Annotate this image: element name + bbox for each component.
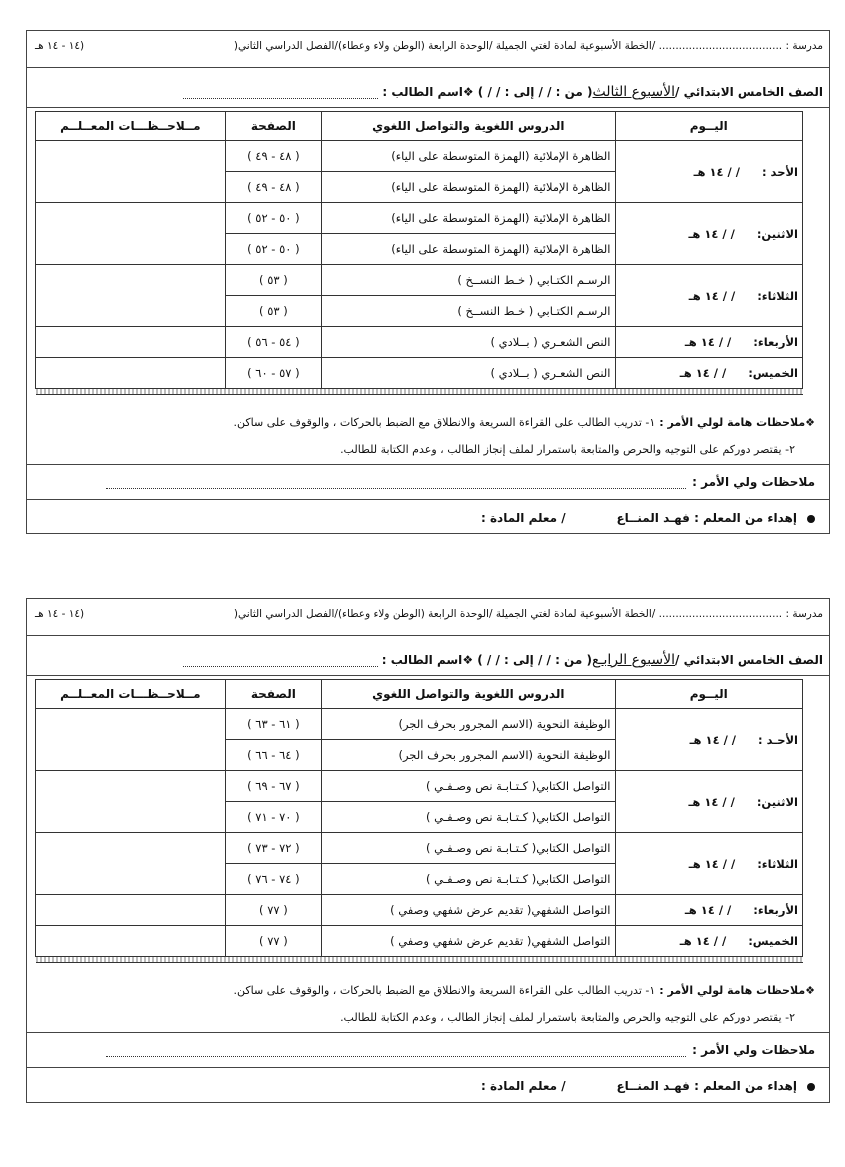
gift-line	[41, 509, 815, 527]
table-row	[36, 327, 803, 358]
lesson-cell: التواصل الشفهي( تقديم عرض شفهي وصفي )	[322, 895, 615, 926]
table-row	[36, 265, 803, 296]
year-left: ١٤	[68, 40, 80, 52]
school-dots: ..................................... /	[651, 40, 786, 52]
bullet-icon	[807, 515, 815, 523]
page-cell: ( ٦٧ - ٦٩ )	[225, 771, 321, 802]
col-lesson: الدروس اللغوية والتواصل اللغوي	[322, 680, 615, 709]
teacher-notes-cell[interactable]	[36, 141, 226, 203]
lesson-cell: التواصل الكتابي( كـتـابـة نص وصـفـي )	[322, 771, 615, 802]
header-line	[33, 35, 823, 57]
school-dots: ..................................... /	[651, 608, 786, 620]
parent-notes-field[interactable]	[106, 476, 686, 489]
table-row	[36, 709, 803, 740]
page-cell: ( ٦١ - ٦٣ )	[225, 709, 321, 740]
lesson-cell: الوظيفة النحوية (الاسم المجرور بحرف الجر)	[322, 740, 615, 771]
student-name-field[interactable]	[183, 654, 378, 667]
col-notes: مــلاحــظـــات المعــلــم	[36, 680, 226, 709]
divider	[27, 107, 829, 108]
page-cell: ( ٧٤ - ٧٦ )	[225, 864, 321, 895]
day-cell	[615, 926, 803, 957]
header-line	[33, 603, 823, 625]
day-cell	[615, 327, 803, 358]
date-blank: / / ١٤ هـ	[684, 335, 732, 349]
parent-notes	[41, 1041, 815, 1059]
teacher-notes-cell[interactable]	[36, 709, 226, 771]
col-day: اليــوم	[615, 112, 803, 141]
date-blank: / / ١٤ هـ	[693, 164, 740, 179]
date-blank: / / ١٤ هـ	[689, 732, 737, 747]
page-cell: ( ٥٠ - ٥٢ )	[225, 234, 321, 265]
hijri-year: ١٤ - ١٤ هـ)	[35, 608, 85, 620]
weekly-plan-sheet	[26, 598, 830, 1103]
day-cell	[615, 265, 803, 327]
divider	[27, 1032, 829, 1033]
divider	[27, 675, 829, 676]
week-title: الأسبوع الثالث	[592, 84, 676, 100]
year-left: ١٤	[68, 608, 80, 620]
date-blank: / / ١٤ هـ	[688, 794, 735, 809]
page-cell: ( ٧٧ )	[225, 926, 321, 957]
lesson-cell: الظاهرة الإملائية (الهمزة المتوسطة على الياء)	[322, 203, 615, 234]
parent-notes-label: ملاحظات ولي الأمر :	[692, 475, 815, 489]
year-right: ١٤ هـ)	[35, 608, 85, 620]
teacher-notes-cell[interactable]	[36, 265, 226, 327]
col-day: اليــوم	[615, 680, 803, 709]
table-row	[36, 771, 803, 802]
col-lesson: الدروس اللغوية والتواصل اللغوي	[322, 112, 615, 141]
lesson-cell: النص الشعـري ( بــلادي )	[322, 358, 615, 389]
page-cell: ( ٥٤ - ٥٦ )	[225, 327, 321, 358]
day-cell	[615, 895, 803, 926]
teacher-notes-cell[interactable]	[36, 833, 226, 895]
date-blank: / / ١٤ هـ	[688, 226, 735, 241]
plan-title: الخطة الأسبوعية لمادة لغتي الجميلة /الوحدة الرابعة (الوطن ولاء وعطاء)/الفصل الدراسي الثاني(	[233, 40, 652, 52]
notes-text-1: ١- تدريب الطالب على القراءة السريعة والانطلاق مع الضبط بالحركات ، والوقوف على ساكن.	[233, 416, 656, 429]
separator-band	[36, 389, 803, 395]
page-cell: ( ٥٣ )	[225, 265, 321, 296]
lesson-cell: الظاهرة الإملائية (الهمزة المتوسطة على الياء)	[322, 234, 615, 265]
day-cell	[615, 771, 803, 833]
separator-band	[36, 957, 803, 963]
table-row	[36, 895, 803, 926]
table-row	[36, 833, 803, 864]
notes-text-1: ١- تدريب الطالب على القراءة السريعة والانطلاق مع الضبط بالحركات ، والوقوف على ساكن.	[233, 984, 656, 997]
divider	[27, 499, 829, 500]
student-name-label: اسم الطالب :	[382, 85, 463, 99]
day-name: الأربعاء:	[753, 903, 798, 917]
date-blank: / / ١٤ هـ	[679, 366, 727, 380]
divider	[27, 464, 829, 465]
col-page: الصفحة	[225, 112, 321, 141]
col-page: الصفحة	[225, 680, 321, 709]
teacher-notes-cell[interactable]	[36, 926, 226, 957]
lesson-cell: التواصل الكتابي( كـتـابـة نص وصـفـي )	[322, 802, 615, 833]
day-name: الثلاثاء:	[757, 288, 798, 303]
date-blank: / / ١٤ هـ	[688, 288, 736, 303]
day-name: الثلاثاء:	[757, 856, 798, 871]
page-cell: ( ٥٣ )	[225, 296, 321, 327]
day-name: الاثنين:	[756, 794, 798, 809]
day-name: الخميس:	[748, 366, 798, 380]
lesson-cell: التواصل الشفهي( تقديم عرض شفهي وصفي )	[322, 926, 615, 957]
divider	[27, 67, 829, 68]
divider	[27, 635, 829, 636]
lesson-cell: الظاهرة الإملائية (الهمزة المتوسطة على الياء)	[322, 141, 615, 172]
parent-notes	[41, 473, 815, 491]
grade-label: الصف الخامس الابتدائي /	[675, 85, 823, 99]
notes-line-1	[41, 415, 815, 431]
day-name: الخميس:	[748, 934, 798, 948]
page-cell: ( ٧٢ - ٧٣ )	[225, 833, 321, 864]
day-name: الاثنين:	[756, 226, 798, 241]
day-cell	[615, 709, 803, 771]
school-label: مدرسة :	[785, 608, 823, 620]
lesson-cell: النص الشعـري ( بــلادي )	[322, 327, 615, 358]
parent-notes-field[interactable]	[106, 1044, 686, 1057]
lesson-cell: التواصل الكتابي( كـتـابـة نص وصـفـي )	[322, 864, 615, 895]
subject-teacher-label: / معلم المادة :	[481, 511, 566, 525]
table-row	[36, 203, 803, 234]
date-range: ( من : / / إلى : / / ) ❖	[462, 653, 592, 667]
date-range: ( من : / / إلى : / / ) ❖	[462, 85, 593, 99]
student-name-label: اسم الطالب :	[381, 653, 463, 667]
page-cell: ( ٥٠ - ٥٢ )	[225, 203, 321, 234]
page-cell: ( ٥٧ - ٦٠ )	[225, 358, 321, 389]
page-cell: ( ٤٨ - ٤٩ )	[225, 172, 321, 203]
class-line	[33, 81, 823, 103]
page-cell: ( ٦٤ - ٦٦ )	[225, 740, 321, 771]
gift-text: إهداء من المعلم : فهـد المنــاع	[616, 511, 797, 525]
notes-line-1	[41, 983, 815, 999]
teacher-notes-cell[interactable]	[36, 203, 226, 265]
divider	[27, 1067, 829, 1068]
page-cell: ( ٧٠ - ٧١ )	[225, 802, 321, 833]
day-cell	[615, 833, 803, 895]
class-line	[33, 649, 823, 671]
table-separator	[36, 957, 803, 963]
table-header-row	[36, 680, 803, 709]
plan-title: الخطة الأسبوعية لمادة لغتي الجميلة /الوحدة الرابعة (الوطن ولاء وعطاء)/الفصل الدراسي الثاني(	[233, 608, 652, 620]
notes-line-2: ٢- يقتصر دوركم على التوجيه والحرص والمتابعة باستمرار لملف إنجاز الطالب ، وعدم الكتابة للطالب.	[340, 1011, 795, 1024]
year-right: ١٤ هـ)	[35, 40, 85, 52]
day-cell	[615, 203, 803, 265]
subject-teacher-label: / معلم المادة :	[481, 1079, 566, 1093]
day-name: الأحـد :	[758, 732, 798, 747]
page-cell: ( ٧٧ )	[225, 895, 321, 926]
week-title: الأسبوع الرابـع	[591, 652, 676, 668]
page-cell: ( ٤٨ - ٤٩ )	[225, 141, 321, 172]
lesson-cell: الوظيفة النحوية (الاسم المجرور بحرف الجر)	[322, 709, 615, 740]
student-name-field[interactable]	[183, 86, 378, 99]
plan-table	[35, 111, 803, 395]
day-name: الأربعاء:	[753, 335, 798, 349]
lesson-cell: الرسـم الكتـابي ( خـط النســخ )	[322, 265, 615, 296]
notes-label: ❖ملاحظات هامة لولي الأمر :	[659, 416, 815, 429]
table-row	[36, 358, 803, 389]
lesson-cell: الرسـم الكتـابي ( خـط النســخ )	[322, 296, 615, 327]
table-separator	[36, 389, 803, 395]
bullet-icon	[807, 1083, 815, 1091]
teacher-notes-cell[interactable]	[36, 327, 226, 358]
table-row	[36, 141, 803, 172]
day-cell	[615, 358, 803, 389]
notes-label: ❖ملاحظات هامة لولي الأمر :	[659, 984, 815, 997]
weekly-plan-sheet	[26, 30, 830, 534]
date-blank: / / ١٤ هـ	[684, 903, 732, 917]
teacher-notes-cell[interactable]	[36, 895, 226, 926]
day-name: الأحد :	[761, 164, 798, 179]
lesson-cell: التواصل الكتابي( كـتـابـة نص وصـفـي )	[322, 833, 615, 864]
school-label: مدرسة :	[785, 40, 823, 52]
lesson-cell: الظاهرة الإملائية (الهمزة المتوسطة على الياء)	[322, 172, 615, 203]
plan-table	[35, 679, 803, 963]
table-row	[36, 926, 803, 957]
hijri-year: ١٤ - ١٤ هـ)	[35, 40, 85, 52]
day-cell	[615, 141, 803, 203]
teacher-notes-cell[interactable]	[36, 771, 226, 833]
gift-line	[41, 1077, 815, 1095]
date-blank: / / ١٤ هـ	[679, 934, 727, 948]
date-blank: / / ١٤ هـ	[688, 856, 736, 871]
grade-label: الصف الخامس الابتدائي /	[675, 653, 823, 667]
notes-line-2: ٢- يقتصر دوركم على التوجيه والحرص والمتابعة باستمرار لملف إنجاز الطالب ، وعدم الكتابة للطالب.	[340, 443, 795, 456]
col-notes: مــلاحــظـــات المعــلــم	[36, 112, 226, 141]
parent-notes-label: ملاحظات ولي الأمر :	[692, 1043, 815, 1057]
teacher-notes-cell[interactable]	[36, 358, 226, 389]
table-header-row	[36, 112, 803, 141]
gift-text: إهداء من المعلم : فهـد المنــاع	[616, 1079, 797, 1093]
